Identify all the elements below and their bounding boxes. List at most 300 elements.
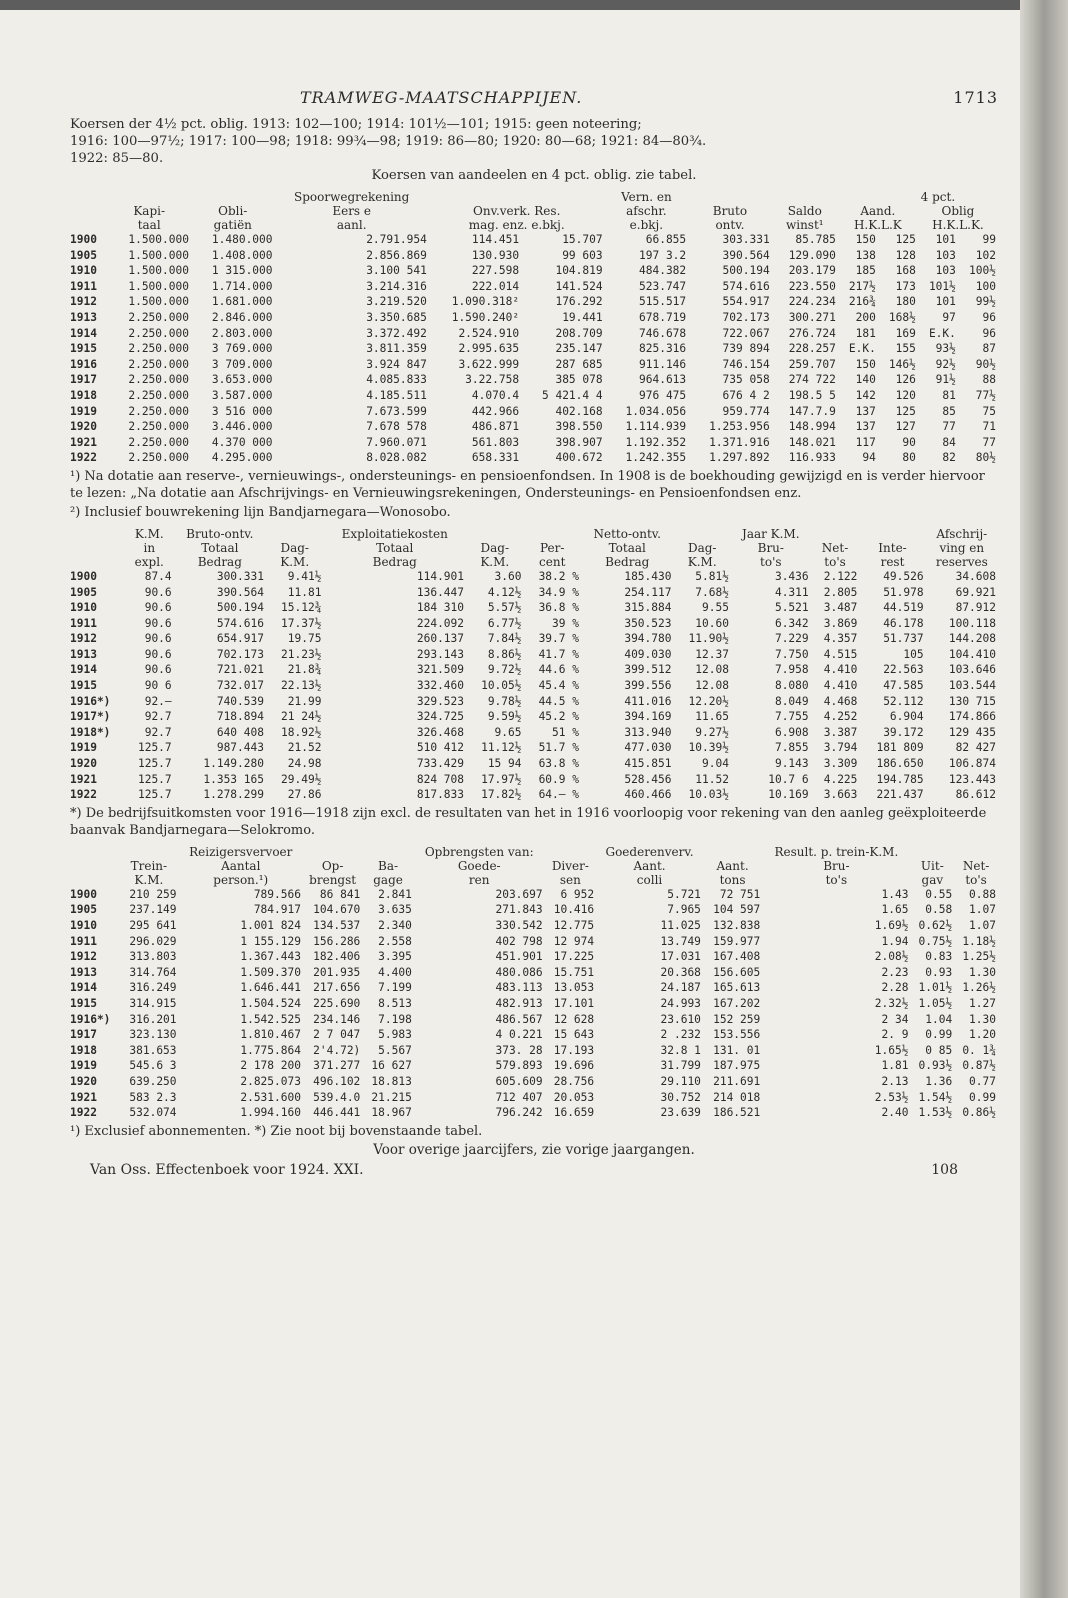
table-cell: 69.921 xyxy=(955,585,996,599)
table-cell: 579.893 xyxy=(495,1059,543,1073)
table-cell: 486.871 xyxy=(471,420,520,434)
table-cell: 90½ xyxy=(975,357,996,371)
column-header: Op- xyxy=(321,858,344,873)
column-header: to's xyxy=(825,872,848,887)
table-cell: 4.515 xyxy=(823,647,858,661)
table-row xyxy=(70,965,998,981)
table-cell: 6.77½ xyxy=(487,616,522,630)
column-header: Bru- xyxy=(823,858,850,873)
table-cell: 4.12½ xyxy=(487,585,522,599)
table-cell: 21.215 xyxy=(371,1090,412,1104)
table-cell: 60.9 % xyxy=(538,772,579,786)
table-cell: 51 % xyxy=(552,725,579,739)
table-cell: 1.192.352 xyxy=(625,435,687,449)
table-cell: 796.242 xyxy=(495,1106,543,1120)
table-cell: 142 xyxy=(855,388,876,402)
table-cell: 300.331 xyxy=(216,569,264,583)
table-cell: 1.408.000 xyxy=(211,248,273,262)
column-header xyxy=(910,845,954,859)
year-cell: 1900 xyxy=(70,887,97,901)
column-header: gav xyxy=(921,872,944,887)
table-cell: 22.13½ xyxy=(281,679,322,693)
table-cell: 539.4.0 xyxy=(313,1090,361,1104)
table-cell: 87 xyxy=(982,342,996,356)
table-cell: 41.7 % xyxy=(538,647,579,661)
table-row xyxy=(70,404,998,420)
column-header: Goede- xyxy=(457,858,501,873)
table-cell: 3.622.999 xyxy=(458,357,520,371)
table-cell: 144.208 xyxy=(948,632,996,646)
table-cell: 7.965 xyxy=(667,903,701,917)
page-title: TRAMWEG-MAATSCHAPPIJEN. xyxy=(300,88,583,107)
table-cell: 3.350.685 xyxy=(366,310,427,324)
table-row xyxy=(70,918,998,934)
table-cell: 561.803 xyxy=(471,435,520,449)
year-cell: 1922 xyxy=(70,451,97,465)
table-cell: 4.468 xyxy=(823,694,858,708)
year-cell: 1915 xyxy=(70,996,97,1010)
table-row xyxy=(70,996,998,1012)
table-cell: 0.99 xyxy=(969,1090,996,1104)
year-cell: 1914 xyxy=(70,663,97,677)
table-cell: 9.27½ xyxy=(695,725,729,739)
column-header: Eers e xyxy=(332,204,371,218)
table-cell: 1 155.129 xyxy=(240,934,301,948)
table-cell: 208.709 xyxy=(555,326,603,340)
table-cell: 400.672 xyxy=(555,451,603,465)
table-cell: 442.966 xyxy=(471,404,520,418)
table-cell: 129.090 xyxy=(788,248,836,262)
table-cell: 1.278.299 xyxy=(203,788,264,802)
table-cell: 3.635 xyxy=(378,903,412,917)
table-row xyxy=(70,1074,998,1090)
table3-note: ¹) Exclusief abonnementen. *) Zie noot bij bovenstaande tabel. xyxy=(70,1123,483,1139)
column-header: Obli- xyxy=(218,204,248,218)
table-cell: 482.913 xyxy=(495,996,543,1010)
page-footer xyxy=(70,1140,998,1182)
table-cell: 27.86 xyxy=(287,788,322,802)
table-cell: 5.57½ xyxy=(487,601,522,615)
table-cell: 4.357 xyxy=(823,632,858,646)
table-cell: 9.143 xyxy=(774,757,809,771)
table-cell: 2.841 xyxy=(378,887,412,901)
intro-line-4: Koersen van aandeelen en 4 pct. oblig. zie tabel. xyxy=(371,168,697,183)
table-cell: 187.975 xyxy=(713,1059,761,1073)
table-cell: 99½ xyxy=(975,295,996,309)
column-header: expl. xyxy=(134,554,164,569)
table-cell: 260.137 xyxy=(416,632,465,646)
table-cell: 64.— % xyxy=(538,788,579,802)
table-cell: 148.021 xyxy=(788,435,836,449)
table-cell: 1.353 165 xyxy=(203,772,264,786)
table-cell: 1.65 xyxy=(881,903,909,917)
column-header xyxy=(772,190,838,204)
table-cell: 1.034.056 xyxy=(625,404,687,418)
table-cell: 29.110 xyxy=(660,1074,701,1088)
table-cell: 221.437 xyxy=(876,788,924,802)
table-row xyxy=(70,1090,998,1106)
table-cell: 186.650 xyxy=(876,757,924,771)
year-cell: 1912 xyxy=(70,632,97,646)
year-cell: 1918 xyxy=(70,388,97,402)
table-cell: 1.500.000 xyxy=(128,233,189,246)
table-cell: 203.697 xyxy=(495,887,543,901)
table-cell: 114.451 xyxy=(471,233,520,246)
table-cell: 574.616 xyxy=(216,616,264,630)
table-cell: 105 xyxy=(903,647,924,661)
table-cell: 1.149.280 xyxy=(203,757,264,771)
table-row xyxy=(70,662,998,678)
table-cell: 38.2 % xyxy=(538,569,579,583)
table-cell: 332.460 xyxy=(416,679,465,693)
table-cell: 1.20 xyxy=(969,1028,996,1042)
table-cell: 130.930 xyxy=(471,248,520,262)
table-cell: 45.4 % xyxy=(538,679,579,693)
table-cell: 2'4.72) xyxy=(313,1043,361,1057)
table-cell: 7.750 xyxy=(774,647,809,661)
column-header xyxy=(954,845,998,859)
column-header: brengst xyxy=(309,872,357,887)
year-cell: 1917 xyxy=(70,373,97,387)
table-cell: 12 628 xyxy=(553,1012,595,1026)
table-cell: 93½ xyxy=(935,342,956,356)
railway-accounts-table xyxy=(70,190,998,466)
running-head xyxy=(70,88,998,116)
table-cell: 295 641 xyxy=(129,919,177,932)
table-cell: 167.408 xyxy=(713,950,761,964)
table-cell: E.K. xyxy=(848,342,876,356)
table-body xyxy=(70,887,998,1121)
table-cell: 1.07 xyxy=(969,919,996,932)
table-cell: 227.598 xyxy=(471,264,520,278)
table-cell: 1.090.318² xyxy=(451,295,520,309)
table-cell: 77 xyxy=(942,420,956,434)
table-cell: 176.292 xyxy=(555,295,603,309)
table-cell: 415.851 xyxy=(624,757,672,771)
year-cell: 1914 xyxy=(70,981,97,995)
table-cell: 4.295.000 xyxy=(211,451,273,465)
header-row xyxy=(70,555,998,569)
table-cell: 3.653.000 xyxy=(211,373,273,387)
year-cell: 1913 xyxy=(70,310,97,324)
table-cell: 2.250.000 xyxy=(128,451,189,465)
column-header xyxy=(70,204,107,218)
table-cell: 24.993 xyxy=(660,996,701,1010)
table-cell: 2.250.000 xyxy=(128,326,189,340)
table-cell: 300.271 xyxy=(788,310,836,324)
column-header: Bruto-ontv. xyxy=(186,526,254,541)
table-cell: 315.884 xyxy=(624,601,672,615)
table-cell: 17.101 xyxy=(553,996,595,1010)
table-cell: 2.250.000 xyxy=(128,357,189,371)
table-cell: 722.067 xyxy=(722,326,770,340)
table-cell: 125 xyxy=(895,233,916,246)
table-cell: 480.086 xyxy=(495,965,543,979)
header-row xyxy=(70,845,998,859)
table-cell: 3.214.316 xyxy=(366,279,427,293)
table-cell: 316.201 xyxy=(129,1012,177,1026)
table-cell: 17.37½ xyxy=(281,616,322,630)
table-cell: 959.774 xyxy=(722,404,770,418)
table-cell: 5.721 xyxy=(667,887,701,901)
table-cell: 2.250.000 xyxy=(128,310,189,324)
table-cell: 13.053 xyxy=(553,981,595,995)
year-cell: 1917*) xyxy=(70,710,111,724)
column-header: Totaal xyxy=(376,540,414,555)
year-cell: 1922 xyxy=(70,788,97,802)
table-cell: 12.20½ xyxy=(688,694,729,708)
year-cell: 1913 xyxy=(70,647,97,661)
year-cell: 1921 xyxy=(70,1090,97,1104)
table-cell: 235.147 xyxy=(555,342,603,356)
table2-note: *) De bedrijfsuitkomsten voor 1916—1918 zijn excl. de resultaten van het in 1916 voorloopig voor rekening van den aanleg geëxploiteerde baanvak Bandjarnegara—Selokromo. xyxy=(70,805,987,838)
table-cell: 1.542.525 xyxy=(240,1012,301,1026)
table-cell: 326.468 xyxy=(416,725,465,739)
table-cell: 102 xyxy=(975,248,996,262)
table-cell: 323.130 xyxy=(129,1028,177,1042)
table-cell: 184 310 xyxy=(416,601,465,615)
table-cell: 186.521 xyxy=(713,1106,761,1120)
table-cell: 259.707 xyxy=(788,357,836,371)
table-cell: 23.639 xyxy=(660,1106,701,1120)
table-cell: 15 94 xyxy=(487,757,522,771)
table-cell: 1.18½ xyxy=(962,934,996,948)
table-cell: 460.466 xyxy=(624,788,672,802)
table-cell: 2.32½ xyxy=(874,996,909,1010)
table-cell: 409.030 xyxy=(624,647,672,661)
column-header: ontv. xyxy=(715,218,745,232)
table-cell: 7.855 xyxy=(774,741,809,755)
table-cell: 36.8 % xyxy=(538,601,579,615)
table-cell: 1.297.892 xyxy=(709,451,770,465)
table-cell: 0.77 xyxy=(969,1074,996,1088)
table-cell: 330.542 xyxy=(495,919,543,932)
table-cell: 4.410 xyxy=(823,679,858,693)
table-cell: 15.751 xyxy=(553,965,595,979)
intro-line-2: 1916: 100—97½; 1917: 100—98; 1918: 99¾—98; 1919: 86—80; 1920: 80—68; 1921: 84—80¾. xyxy=(70,134,707,149)
table-cell: 137 xyxy=(855,420,876,434)
table1-note-1: ¹) Na dotatie aan reserve-, vernieuwings-, ondersteunings- en pensioenfondsen. In 1908 is de boekhouding gewijzigd en is verder hiervoor te lezen: „Na dotatie aan Afschrijvings- en Vernieuwingsrekeningen, Ondersteunings- en Pensioenfondsen enz. xyxy=(70,468,985,501)
column-header: Kapi- xyxy=(133,204,166,218)
table-cell: 44.6 % xyxy=(538,663,579,677)
column-header: colli xyxy=(636,872,663,887)
table-cell: 4.410 xyxy=(823,663,858,677)
column-header: Exploitatiekosten xyxy=(341,526,448,541)
table-cell: 0.87½ xyxy=(962,1059,996,1073)
table-cell: 147.7.9 xyxy=(788,404,836,418)
year-cell: 1921 xyxy=(70,772,97,786)
table-cell: 0.86½ xyxy=(962,1106,996,1120)
table-cell: 3.22.758 xyxy=(465,373,520,387)
year-cell: 1919 xyxy=(70,741,97,755)
table-cell: 2. 9 xyxy=(881,1028,909,1042)
column-header: H.K.L.K xyxy=(853,218,902,232)
table-cell: 10.60 xyxy=(695,616,729,630)
column-header xyxy=(70,190,107,204)
table-cell: 676 4 2 xyxy=(722,388,770,402)
page-number: 1713 xyxy=(953,88,998,107)
table-cell: 19.696 xyxy=(553,1059,595,1073)
table-cell: 104.670 xyxy=(313,903,361,917)
year-cell: 1920 xyxy=(70,757,97,771)
column-header: Dag- xyxy=(687,540,717,555)
table-row xyxy=(70,616,998,632)
table-cell: 224.092 xyxy=(416,616,465,630)
column-header xyxy=(70,859,119,873)
table-cell: 964.613 xyxy=(639,373,687,387)
column-header: reserves xyxy=(935,554,988,569)
table-cell: 271.843 xyxy=(495,903,543,917)
column-header xyxy=(70,218,107,232)
table-cell: 1.43 xyxy=(881,887,909,901)
table-cell: 47.585 xyxy=(883,679,924,693)
table-cell: 103.646 xyxy=(948,663,996,677)
column-header: gage xyxy=(373,872,403,887)
sheet-number: 108 xyxy=(931,1161,958,1178)
table-cell: 71 xyxy=(982,420,996,434)
table-cell: 4.225 xyxy=(823,772,858,786)
table-cell: 7.68½ xyxy=(695,585,729,599)
table-cell: 789.566 xyxy=(253,887,301,901)
table-cell: 2.340 xyxy=(378,919,412,932)
operating-results-table xyxy=(70,527,998,803)
table-cell: 96 xyxy=(982,326,996,340)
year-cell: 1900 xyxy=(70,569,97,583)
table-cell: 3.387 xyxy=(823,725,858,739)
table-cell: 15.12¾ xyxy=(281,601,322,615)
table-row xyxy=(70,725,998,741)
table-cell: 18.92½ xyxy=(281,725,322,739)
column-header xyxy=(688,190,772,204)
table-cell: 138 xyxy=(855,248,876,262)
table-cell: 100½ xyxy=(969,264,996,278)
table-cell: 0.93 xyxy=(925,965,953,979)
scan-edge xyxy=(0,0,1068,10)
table-cell: 500.194 xyxy=(216,601,264,615)
table-cell: 21.52 xyxy=(287,741,322,755)
table-cell: 92.7 xyxy=(144,725,172,739)
column-header xyxy=(303,845,362,859)
year-cell: 1915 xyxy=(70,679,97,693)
table-cell: 90.6 xyxy=(144,647,172,661)
table-cell: 2.250.000 xyxy=(128,435,189,449)
table-cell: 2.805 xyxy=(823,585,858,599)
column-header: ving en xyxy=(939,540,985,555)
table-row xyxy=(70,450,998,466)
year-cell: 1916*) xyxy=(70,1012,111,1026)
table-cell: 274 722 xyxy=(788,373,836,387)
table-cell: 350.523 xyxy=(624,616,672,630)
column-header: to's xyxy=(824,554,846,569)
table-cell: 2.250.000 xyxy=(128,388,189,402)
column-header: Bru- xyxy=(757,540,784,555)
table-cell: 1.07 xyxy=(969,903,996,917)
table-cell: 9.72½ xyxy=(487,663,522,677)
table-row xyxy=(70,248,998,264)
table-cell: 148.994 xyxy=(788,420,836,434)
table-cell: 90.6 xyxy=(144,601,172,615)
table-cell: 152 259 xyxy=(713,1012,761,1026)
table-cell: 127 xyxy=(895,420,916,434)
column-header: K.M. xyxy=(280,554,310,569)
column-header: Net- xyxy=(962,858,990,873)
table-cell: 1.65½ xyxy=(874,1043,909,1057)
table-cell: 9.78½ xyxy=(487,694,522,708)
table-cell: 381.653 xyxy=(129,1043,177,1057)
table-cell: 125.7 xyxy=(137,741,172,755)
table-row xyxy=(70,772,998,788)
column-header: Onv.verk. Res. xyxy=(473,204,561,218)
column-header: Aantal xyxy=(221,858,261,873)
table-cell: 125.7 xyxy=(137,757,172,771)
table-cell: 180 xyxy=(895,295,916,309)
table-cell: 287 685 xyxy=(555,357,603,371)
table-cell: 84 xyxy=(942,435,956,449)
table-cell: 4.370 000 xyxy=(211,435,273,449)
table-row xyxy=(70,585,998,601)
table-cell: 3.924 847 xyxy=(366,357,427,371)
table-cell: 4.400 xyxy=(378,965,412,979)
column-header: Ba- xyxy=(378,858,399,873)
table-row xyxy=(70,326,998,342)
table-cell: 7.958 xyxy=(774,663,809,677)
table-cell: 11.12½ xyxy=(481,741,522,755)
table-cell: 976 475 xyxy=(639,388,687,402)
table-cell: 21.23½ xyxy=(281,647,322,661)
table-cell: 1 315.000 xyxy=(211,264,273,278)
table-cell: 2.558 xyxy=(378,934,412,948)
table-cell: 1.69½ xyxy=(874,919,909,932)
table-cell: 0.58 xyxy=(925,903,953,917)
table-cell: 15.707 xyxy=(562,233,603,246)
table-cell: 150 xyxy=(855,233,876,246)
table-cell: 329.523 xyxy=(416,694,465,708)
table-cell: 496.102 xyxy=(313,1074,361,1088)
table-cell: 293.143 xyxy=(416,647,465,661)
table-cell: 156.286 xyxy=(313,934,361,948)
table-row xyxy=(70,232,998,248)
table-cell: 528.456 xyxy=(624,772,672,786)
table-cell: 214 018 xyxy=(713,1090,761,1104)
table-row xyxy=(70,934,998,950)
column-header xyxy=(70,527,125,541)
table-cell: 17.225 xyxy=(553,950,595,964)
column-header: Saldo xyxy=(787,204,822,218)
table-cell: 3.60 xyxy=(494,569,522,583)
table-cell: 85 xyxy=(942,404,956,418)
table-cell: 17.97½ xyxy=(481,772,522,786)
table-cell: 0.75½ xyxy=(918,934,953,948)
table-cell: 17.82½ xyxy=(481,788,522,802)
column-header: Dag- xyxy=(480,540,510,555)
column-header: Spoorwegrekening xyxy=(293,190,410,204)
table-cell: 2.250.000 xyxy=(128,373,189,387)
table-cell: 137 xyxy=(855,404,876,418)
table-cell: 2.856.869 xyxy=(366,248,427,262)
year-cell: 1900 xyxy=(70,233,97,246)
table-cell: 6.908 xyxy=(774,725,809,739)
table-cell: 23.610 xyxy=(660,1012,701,1026)
table-cell: 90.6 xyxy=(144,616,172,630)
table-cell: 1.27 xyxy=(969,996,996,1010)
column-header: Diver- xyxy=(551,858,589,873)
year-cell: 1917 xyxy=(70,1028,97,1042)
table-cell: 39.7 % xyxy=(538,632,579,646)
traffic-table xyxy=(70,845,998,1121)
table-cell: 156.605 xyxy=(713,965,761,979)
table-cell: 82 xyxy=(942,451,956,465)
table-cell: 90.6 xyxy=(144,632,172,646)
